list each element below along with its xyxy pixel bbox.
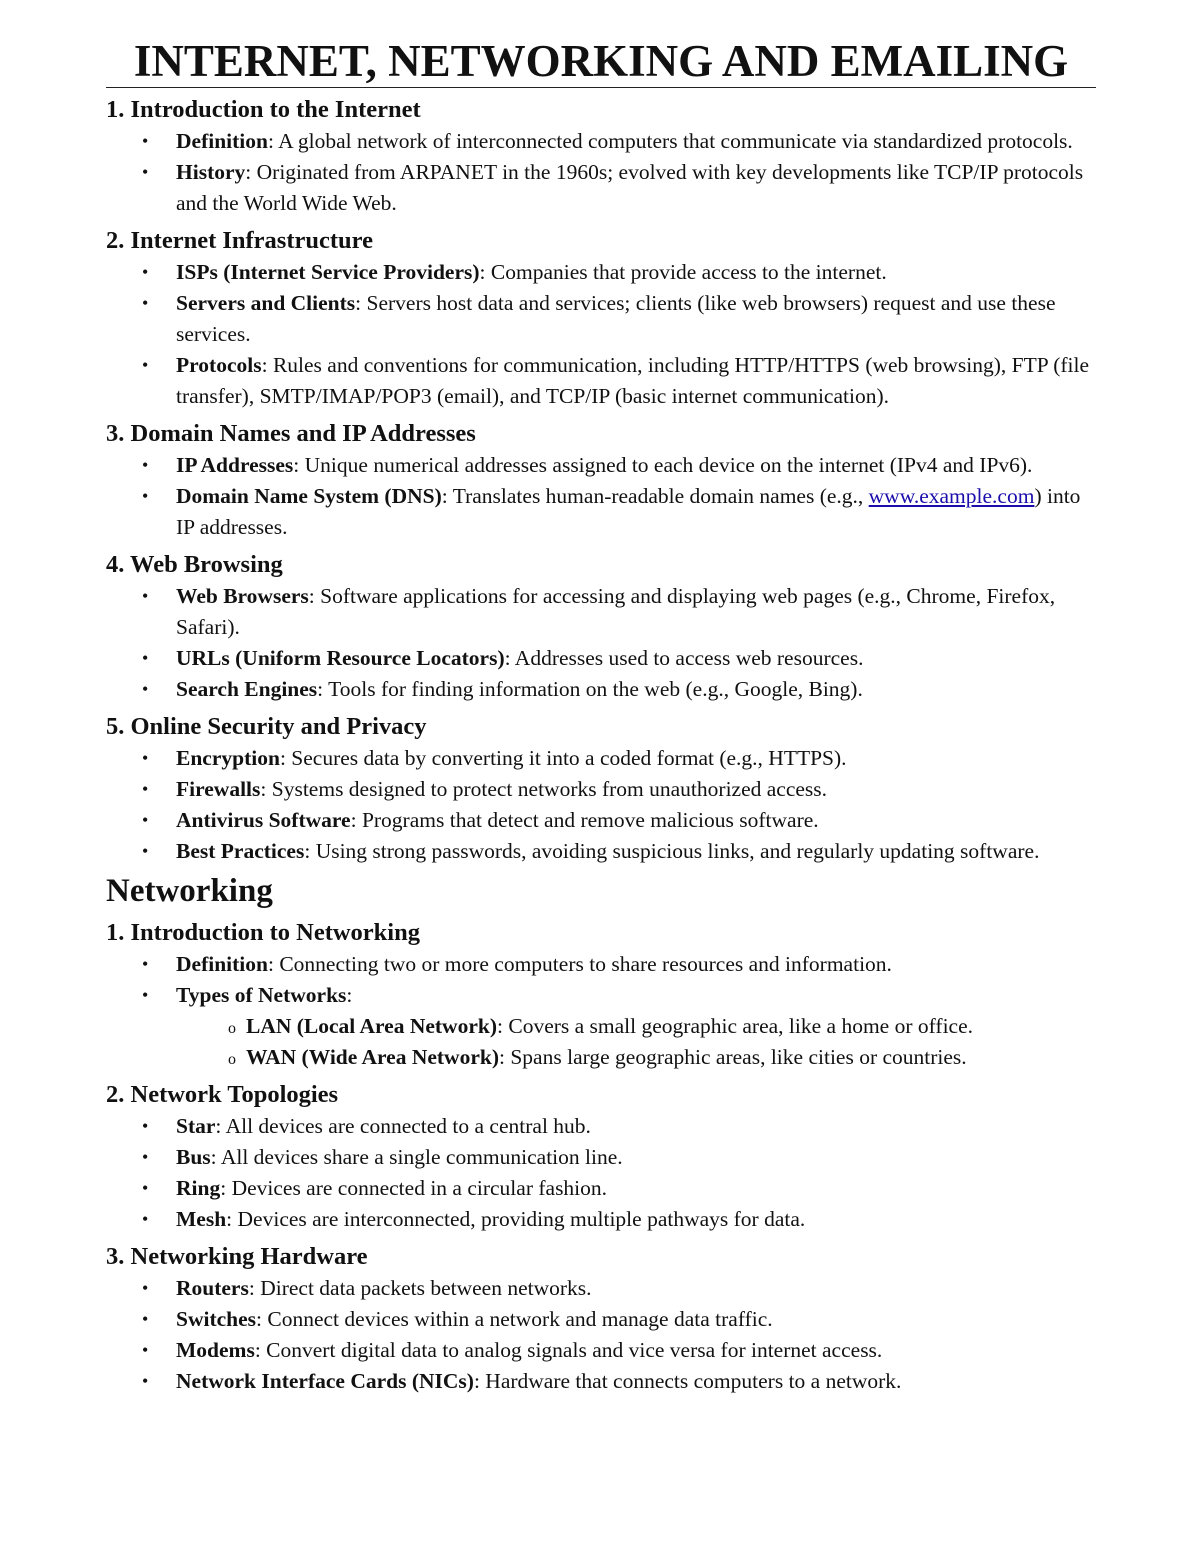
item-term: Web Browsers bbox=[176, 584, 309, 608]
item-text: : Direct data packets between networks. bbox=[248, 1276, 592, 1300]
sub-bullet-icon: o bbox=[228, 1020, 236, 1037]
list-item bbox=[106, 581, 1096, 643]
bullet-icon: • bbox=[142, 1278, 149, 1298]
item-term: Routers bbox=[176, 1276, 249, 1300]
item-term: Modems bbox=[176, 1338, 255, 1362]
bullet-icon: • bbox=[142, 455, 149, 475]
item-term: Network Interface Cards (NICs) bbox=[176, 1369, 474, 1393]
bullet-icon: • bbox=[142, 162, 149, 182]
list-item bbox=[106, 643, 1096, 674]
list-item bbox=[106, 674, 1096, 705]
item-term: Protocols bbox=[176, 353, 262, 377]
list-item bbox=[106, 1366, 1096, 1397]
networking-heading: Networking bbox=[106, 873, 273, 909]
item-text: : Unique numerical addresses assigned to each device on the internet (IPv4 and IPv6). bbox=[293, 453, 1033, 477]
bullet-icon: • bbox=[142, 779, 149, 799]
list-item bbox=[106, 257, 1096, 288]
list-item bbox=[106, 1273, 1096, 1304]
bullet-icon: • bbox=[142, 1371, 149, 1391]
list-item bbox=[106, 1111, 1096, 1142]
section-heading: 3. Networking Hardware bbox=[106, 1243, 368, 1270]
item-text: : Secures data by converting it into a coded format (e.g., HTTPS). bbox=[279, 746, 847, 770]
item-term: Best Practices bbox=[176, 839, 305, 863]
document-title: INTERNET, NETWORKING AND EMAILING bbox=[106, 36, 1096, 88]
item-text: : Software applications for accessing and displaying web pages (e.g., Chrome, Firefox, Safari). bbox=[176, 584, 1056, 639]
item-term: Definition bbox=[176, 129, 268, 153]
list-item bbox=[106, 288, 1096, 350]
item-text: : Convert digital data to analog signals and vice versa for internet access. bbox=[254, 1338, 883, 1362]
bullet-list bbox=[106, 1111, 1096, 1235]
bullet-icon: • bbox=[142, 486, 149, 506]
list-item bbox=[106, 949, 1096, 980]
item-text: : Devices are connected in a circular fashion. bbox=[220, 1176, 608, 1200]
item-text-after: ) into IP addresses. bbox=[176, 484, 1081, 539]
list-item bbox=[106, 157, 1096, 219]
sub-list-item bbox=[176, 1042, 1096, 1073]
sub-item-term: WAN (Wide Area Network) bbox=[246, 1045, 499, 1069]
item-term: Mesh bbox=[176, 1207, 227, 1231]
item-text: : Devices are interconnected, providing multiple pathways for data. bbox=[226, 1207, 806, 1231]
list-item bbox=[106, 805, 1096, 836]
list-item bbox=[106, 1142, 1096, 1173]
item-text: : Using strong passwords, avoiding suspicious links, and regularly updating software. bbox=[304, 839, 1040, 863]
section-heading: 2. Network Topologies bbox=[106, 1081, 339, 1108]
item-term: Search Engines bbox=[176, 677, 318, 701]
item-text: : A global network of interconnected computers that communicate via standardized protocols. bbox=[267, 129, 1073, 153]
item-term: Types of Networks bbox=[176, 983, 347, 1007]
item-term: Bus bbox=[176, 1145, 211, 1169]
bullet-icon: • bbox=[142, 1178, 149, 1198]
item-term: Star bbox=[176, 1114, 216, 1138]
item-text: : Systems designed to protect networks from unauthorized access. bbox=[260, 777, 828, 801]
bullet-icon: • bbox=[142, 293, 149, 313]
item-term: Definition bbox=[176, 952, 268, 976]
sub-item-term: LAN (Local Area Network) bbox=[246, 1014, 497, 1038]
bullet-list bbox=[106, 257, 1096, 412]
item-text: : Hardware that connects computers to a network. bbox=[473, 1369, 902, 1393]
bullet-icon: • bbox=[142, 954, 149, 974]
item-term: Antivirus Software bbox=[176, 808, 351, 832]
item-text: : Companies that provide access to the internet. bbox=[479, 260, 887, 284]
list-item bbox=[106, 350, 1096, 412]
item-term: Ring bbox=[176, 1176, 221, 1200]
item-text: : Tools for finding information on the web (e.g., Google, Bing). bbox=[317, 677, 863, 701]
item-text: : Translates human-readable domain names (e.g., bbox=[441, 484, 869, 508]
bullet-list bbox=[106, 126, 1096, 219]
item-text: : Servers host data and services; clients (like web browsers) request and use these services. bbox=[176, 291, 1056, 346]
bullet-icon: • bbox=[142, 1116, 149, 1136]
item-text: : Programs that detect and remove malicious software. bbox=[350, 808, 819, 832]
bullet-list bbox=[106, 949, 1096, 1073]
list-item bbox=[106, 1335, 1096, 1366]
bullet-list bbox=[106, 743, 1096, 867]
section-heading: 2. Internet Infrastructure bbox=[106, 227, 373, 254]
section-heading: 1. Introduction to Networking bbox=[106, 919, 420, 946]
item-text: : Connect devices within a network and manage data traffic. bbox=[256, 1307, 773, 1331]
bullet-list bbox=[106, 581, 1096, 705]
bullet-icon: • bbox=[142, 586, 149, 606]
list-item bbox=[106, 481, 1096, 543]
item-text: : Connecting two or more computers to share resources and information. bbox=[267, 952, 892, 976]
list-item bbox=[106, 1304, 1096, 1335]
bullet-icon: • bbox=[142, 810, 149, 830]
bullet-icon: • bbox=[142, 648, 149, 668]
bullet-icon: • bbox=[142, 1309, 149, 1329]
section-heading: 4. Web Browsing bbox=[106, 551, 283, 578]
list-item bbox=[106, 450, 1096, 481]
sub-list-item bbox=[176, 1011, 1096, 1042]
list-item bbox=[106, 126, 1096, 157]
bullet-icon: • bbox=[142, 748, 149, 768]
item-text: : Rules and conventions for communication, including HTTP/HTTPS (web browsing), FTP (file transfer), SMTP/IMAP/POP3 (email), and TCP/IP (basic internet communication). bbox=[176, 353, 1090, 408]
bullet-icon: • bbox=[142, 262, 149, 282]
bullet-icon: • bbox=[142, 841, 149, 861]
item-term: ISPs (Internet Service Providers) bbox=[176, 260, 480, 284]
sub-bullet-icon: o bbox=[228, 1051, 236, 1068]
item-text: : All devices are connected to a central hub. bbox=[215, 1114, 591, 1138]
item-term: Encryption bbox=[176, 746, 280, 770]
item-term: Switches bbox=[176, 1307, 257, 1331]
bullet-list bbox=[106, 1273, 1096, 1397]
item-text: : Originated from ARPANET in the 1960s; evolved with key developments like TCP/IP protocols and the World Wide Web. bbox=[176, 160, 1084, 215]
bullet-list bbox=[106, 450, 1096, 543]
list-item bbox=[106, 836, 1096, 867]
bullet-icon: • bbox=[142, 679, 149, 699]
item-text: : bbox=[346, 983, 353, 1007]
item-term: URLs (Uniform Resource Locators) bbox=[176, 646, 505, 670]
item-term: Domain Name System (DNS) bbox=[176, 484, 442, 508]
example-link[interactable]: www.example.com bbox=[868, 484, 1035, 508]
item-term: IP Addresses bbox=[176, 453, 294, 477]
section-heading: 3. Domain Names and IP Addresses bbox=[106, 420, 476, 447]
list-item bbox=[106, 980, 1096, 1073]
item-term: Servers and Clients bbox=[176, 291, 356, 315]
bullet-icon: • bbox=[142, 131, 149, 151]
item-term: Firewalls bbox=[176, 777, 261, 801]
bullet-icon: • bbox=[142, 1209, 149, 1229]
section-heading: 5. Online Security and Privacy bbox=[106, 713, 427, 740]
item-text: : All devices share a single communication line. bbox=[210, 1145, 623, 1169]
sub-item-text: : Covers a small geographic area, like a home or office. bbox=[497, 1014, 974, 1038]
sub-item-text: : Spans large geographic areas, like cities or countries. bbox=[499, 1045, 967, 1069]
document-page bbox=[106, 36, 1096, 1397]
bullet-icon: • bbox=[142, 355, 149, 375]
bullet-icon: • bbox=[142, 1340, 149, 1360]
list-item bbox=[106, 743, 1096, 774]
section-heading: 1. Introduction to the Internet bbox=[106, 96, 421, 123]
list-item bbox=[106, 1204, 1096, 1235]
bullet-icon: • bbox=[142, 1147, 149, 1167]
bullet-icon: • bbox=[142, 985, 149, 1005]
internet-sections bbox=[106, 94, 1096, 867]
sub-list bbox=[176, 1011, 1096, 1073]
item-term: History bbox=[176, 160, 246, 184]
list-item bbox=[106, 1173, 1096, 1204]
list-item bbox=[106, 774, 1096, 805]
networking-sections bbox=[106, 917, 1096, 1397]
item-text: : Addresses used to access web resources. bbox=[504, 646, 864, 670]
